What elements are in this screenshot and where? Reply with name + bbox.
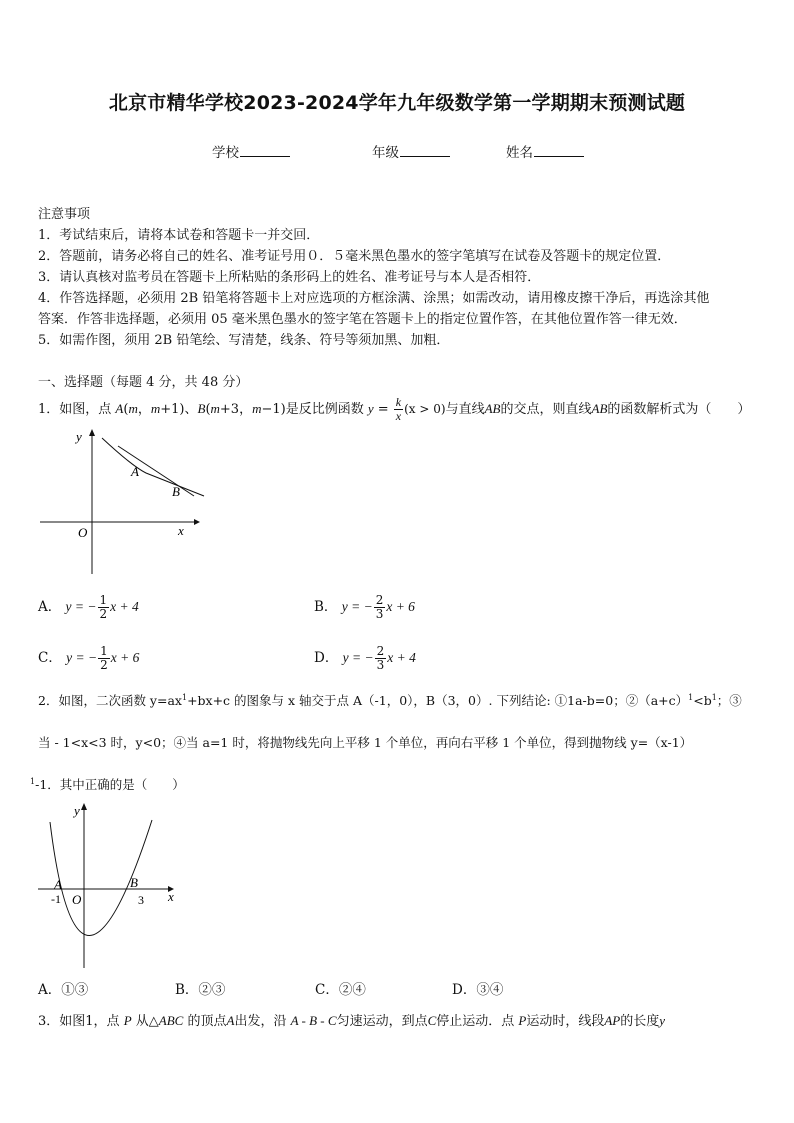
notice-item: 2．答题前，请务必将自己的姓名、准考证号用０．５毫米黑色墨水的签字笔填写在试卷及答题卡的规定位置． [38,249,671,264]
q2-sup: 1 [30,776,36,786]
option-rest: x + 4 [110,599,139,614]
q2-fig-origin: O [72,892,82,907]
option-label: C． [38,650,62,666]
q3-var-y: y [659,1013,666,1028]
q1-point-a: A [115,401,124,416]
q3-text: 的长度 [620,1014,660,1029]
option-fraction [98,594,110,621]
school-blank [240,144,290,157]
q1-text: ( [123,402,129,417]
notice-item: 答案．作答非选择题，必须用 05 毫米黑色墨水的签字笔在答题卡上的指定位置作答，在其他位置作答一律无效． [38,312,687,327]
q2-fig-b: B [130,875,138,890]
q2-option-a[interactable]: A．①③ [38,982,89,998]
option-label: D． [314,650,339,666]
option-label: B． [314,599,338,615]
q3-path: A - B - C [290,1013,337,1028]
q1-fig-x: x [178,523,184,538]
option-fraction [374,594,386,621]
q2-sup: 1 [688,692,694,702]
q3-text: 的顶点 [183,1014,227,1029]
q3-point-p: P [123,1013,132,1028]
q3-text: 3．如图1，点 [38,1014,124,1029]
page-title: 北京市精华学校2023-2024学年九年级数学第一学期期末预测试题 [108,92,686,114]
q1-text: −1)是反比例函数 [261,402,368,417]
q1-frac-den: x [395,409,402,423]
q2-figure [34,800,184,970]
q1-fig-origin: O [78,525,88,540]
q2-fig-three: 3 [138,893,144,907]
school-label: 学校 [212,145,239,161]
option-prefix: y = − [341,599,373,614]
q3-stem [38,1010,665,1029]
q1-x-arrow [194,519,200,525]
option-fraction [375,645,387,672]
q2-stem-line3 [30,775,185,793]
option-prefix: y = − [66,650,98,665]
q2-fig-minus-one: -1 [51,892,61,906]
q2-text: 2．如图，二次函数 y=ax [38,693,182,708]
notice-item: 5．如需作图，须用 2B 铅笔绘、写清楚，线条、符号等须加黑、加粗． [38,333,450,348]
q1-hyperbola [102,438,204,496]
option-prefix: y = − [65,599,97,614]
q2-fig-x: x [168,889,174,904]
option-prefix: y = − [342,650,374,665]
q1-option-b[interactable] [314,594,415,621]
name-field [506,141,584,161]
q3-point-c: C [427,1013,437,1028]
q1-line-ab: AB [591,401,608,416]
notice-item: 1．考试结束后，请将本试卷和答题卡一并交回． [38,228,320,243]
frac-num: 2 [375,593,384,607]
q2-y-arrow [81,803,87,810]
notice-heading: 注意事项 [38,207,91,222]
q1-fig-a: A [131,464,139,479]
frac-den: 2 [99,607,108,621]
q1-text: +1)、 [160,402,198,417]
q1-text: 与直线 [445,402,485,417]
q1-text: ( [205,402,211,417]
q1-var: m [252,401,262,416]
q1-option-c[interactable] [38,645,139,672]
q1-text: 的交点，则直线 [500,402,592,417]
q1-fraction [394,396,403,423]
q2-sup: 1 [181,692,188,702]
q1-line-ab: AB [484,401,501,416]
option-rest: x + 4 [387,650,416,665]
q1-line-ab-graph [118,446,194,496]
q1-fig-b: B [172,484,180,499]
frac-num: 2 [376,644,385,658]
q2-fig-y: y [74,803,80,818]
q2-stem-line2: 当 - 1<x<3 时，y<0；④当 a=1 时，将抛物线先向上平移 1 个单位，再向右平移 1 个单位，得到抛物线 y=（x-1） [38,735,693,750]
q1-frac-num: k [395,395,402,409]
q2-stem-line1 [38,691,742,709]
q1-var: m [210,401,220,416]
q3-text: 出发，沿 [234,1014,291,1029]
q1-var: m [128,401,138,416]
q1-var: y [367,401,374,416]
frac-den: 2 [100,658,108,672]
q2-option-d[interactable]: D．③④ [452,982,504,998]
q1-text: ， [137,402,151,417]
frac-num: 1 [99,593,108,607]
q3-text: 停止运动．点 [436,1014,519,1029]
q2-option-b[interactable]: B．②③ [175,982,226,998]
q1-var: m [150,401,161,416]
option-rest: x + 6 [110,650,140,665]
frac-den: 3 [376,658,385,672]
q1-figure [36,424,206,576]
grade-blank [400,144,450,157]
q2-fig-a: A [54,877,62,892]
q3-text: 匀速运动，到点 [336,1014,428,1029]
option-rest: x + 6 [386,599,415,614]
q1-stem [38,396,750,423]
frac-den: 3 [375,607,384,621]
school-field [212,141,290,161]
frac-num: 1 [100,644,108,658]
notice-item: 4．作答选择题，必须用 2B 铅笔将答题卡上对应选项的方框涂满、涂黑；如需改动，请用橡皮擦干净后，再选涂其他 [38,291,710,306]
q3-segment-ap: AP [604,1013,621,1028]
q1-point-b: B [197,401,206,416]
q1-text: = [373,402,393,417]
q1-y-arrow [89,429,95,436]
name-label: 姓名 [506,145,533,161]
notice-item: 3．请认真核对监考员在答题卡上所粘贴的条形码上的姓名、准考证号与本人是否相符． [38,270,541,285]
option-fraction [98,645,110,672]
q1-text: 1．如图，点 [38,402,116,417]
q1-option-a[interactable] [38,594,139,621]
q3-point-p: P [518,1013,527,1028]
q2-text: <b [693,693,712,708]
section-heading: 一、选择题（每题 4 分，共 48 分） [38,375,249,390]
q2-text: ；③ [716,693,742,708]
name-blank [534,144,584,157]
q2-text: -1．其中正确的是（ ） [35,777,185,792]
q3-text: 运动时，线段 [526,1014,605,1029]
q2-option-c[interactable]: C．②④ [315,982,366,998]
q1-option-d[interactable] [314,645,416,672]
q2-text: +bx+c 的图象与 x 轴交于点 A（-1，0），B（3，0）. 下列结论: ①1a-b=0；②（a+c） [187,693,689,708]
q3-triangle: ABC [158,1013,184,1028]
grade-label: 年级 [372,145,399,161]
q2-sup: 1 [711,692,717,702]
q1-fig-y: y [76,429,82,444]
q3-point-a: A [226,1013,235,1028]
grade-field [372,141,450,161]
q3-text: 从△ [131,1014,159,1029]
q1-text: +3， [219,402,253,417]
q1-text: 的函数解析式为（ ） [607,402,751,417]
q1-condition: (x > 0) [404,402,446,416]
option-label: A． [38,599,62,615]
